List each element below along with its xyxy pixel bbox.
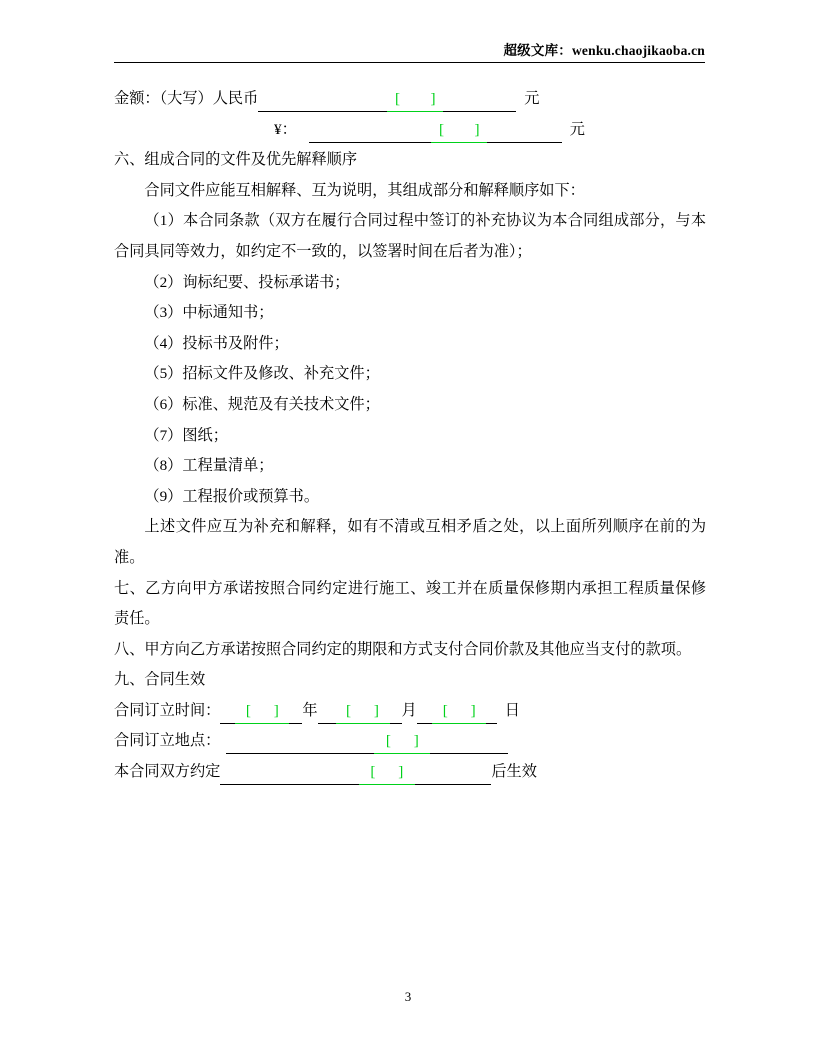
section-eight-text: 八、甲方向乙方承诺按照合同约定的期限和方式支付合同价款及其他应当支付的款项。 (114, 640, 692, 658)
contract-date-year-unit: 年 (302, 701, 318, 719)
contract-date-year-field[interactable] (220, 696, 302, 724)
contract-place-label: 合同订立地点： (114, 732, 221, 750)
amount-numeric-placeholder: [ ] (431, 117, 487, 143)
page-header (114, 42, 705, 68)
amount-numeric-field[interactable] (309, 115, 562, 143)
section-six-item-3: （3）中标通知书； (144, 304, 274, 322)
contract-date-row (114, 696, 706, 727)
amount-daxie-placeholder: [ ] (387, 86, 443, 112)
contract-date-day-field[interactable] (417, 696, 497, 724)
contract-date-label: 合同订立时间： (114, 701, 221, 719)
contract-date-month-placeholder: [ ] (336, 698, 390, 724)
document-body (114, 84, 706, 788)
header-divider (114, 62, 705, 63)
contract-date-month-unit: 月 (401, 701, 417, 719)
section-six-item-9: （9）工程报价或预算书。 (144, 487, 320, 505)
amount-daxie-unit: 元 (524, 90, 540, 107)
page-number: 3 (404, 989, 412, 1004)
contract-place-field[interactable] (226, 726, 508, 754)
contract-date-day-placeholder: [ ] (432, 698, 486, 724)
section-six-intro: 合同文件应能互相解释、互为说明，其组成部分和解释顺序如下： (144, 181, 585, 199)
section-six-item-6: （6）标准、规范及有关技术文件； (144, 395, 380, 413)
contract-effective-suffix: 后生效 (491, 763, 537, 781)
section-six-item-8: （8）工程量清单； (144, 457, 274, 475)
header-site-label: 超级文库：wenku.chaojikaoba.cn (503, 43, 705, 58)
contract-date-day-unit: 日 (504, 701, 520, 719)
contract-effective-label: 本合同双方约定 (114, 763, 221, 781)
amount-daxie-row (114, 84, 706, 115)
amount-numeric-unit: 元 (569, 120, 585, 138)
section-six-item-7: （7）图纸； (144, 426, 228, 444)
contract-place-row (114, 726, 706, 757)
section-nine-heading: 九、合同生效 (114, 671, 206, 689)
section-six-item-5: （5）招标文件及修改、补充文件； (144, 365, 380, 383)
section-six-item-1: （1）本合同条款（双方在履行合同过程中签订的补充协议为本合同组成部分，与本合同具同等效力，如约定不一致的，以签署时间在后者为准）； (114, 212, 706, 260)
contract-date-month-field[interactable] (318, 696, 402, 724)
section-six-item-2: （2）询标纪要、投标承诺书； (144, 273, 350, 291)
amount-daxie-field[interactable] (258, 84, 516, 112)
section-seven-text: 七、乙方向甲方承诺按照合同约定进行施工、竣工并在质量保修期内承担工程质量保修责任。 (114, 579, 706, 628)
section-six-closing: 上述文件应互为补充和解释，如有不清或互相矛盾之处，以上面所列顺序在前的为准。 (114, 518, 706, 566)
amount-numeric-row (114, 115, 706, 146)
section-six-heading: 六、组成合同的文件及优先解释顺序 (114, 151, 357, 169)
contract-date-year-placeholder: [ ] (235, 698, 289, 724)
contract-effective-field[interactable] (220, 757, 491, 785)
section-six-item-4: （4）投标书及附件； (144, 334, 289, 352)
amount-numeric-label: ¥： (274, 120, 297, 138)
contract-place-placeholder: [ ] (374, 728, 430, 754)
contract-effective-row (114, 757, 706, 788)
contract-effective-placeholder: [ ] (359, 759, 415, 785)
amount-daxie-label: 金额：（大写）人民币 (114, 90, 259, 107)
